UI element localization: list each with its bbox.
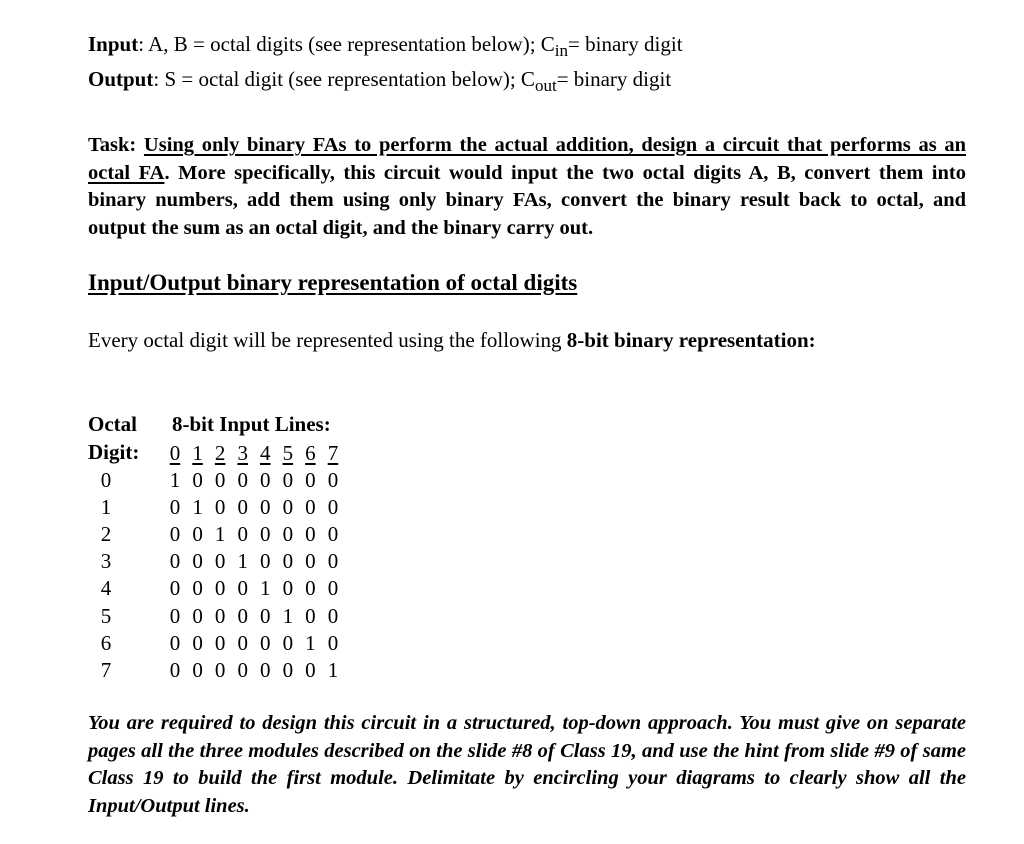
digit-column-header: Digit:	[88, 440, 140, 464]
bit-cell: 0	[282, 495, 294, 520]
bit-cell: 0	[327, 630, 339, 655]
line-index: 7	[327, 441, 339, 465]
bit-cell: 1	[169, 468, 181, 492]
bit-cell: 0	[305, 468, 316, 492]
bit-cell: 0	[282, 549, 294, 574]
octal-digit-cell: 3	[100, 549, 112, 574]
octal-digit-cell: 0	[100, 468, 112, 492]
bit-cell: 0	[260, 468, 271, 492]
bit-cell: 0	[237, 657, 248, 682]
bit-cell: 0	[260, 522, 271, 547]
intro-bold-text: 8-bit binary representation:	[566, 328, 816, 352]
bit-cell: 0	[260, 549, 271, 574]
line-index: 3	[237, 441, 248, 465]
bit-cell: 0	[192, 468, 203, 492]
input-lines-column-header: 8-bit Input Lines:	[172, 412, 331, 436]
bit-cell: 0	[192, 657, 203, 682]
output-cout-text: = binary digit	[556, 67, 672, 91]
bit-cell: 0	[237, 576, 248, 601]
bit-cell: 0	[260, 603, 271, 628]
line-index: 2	[214, 441, 226, 465]
bit-cell: 0	[260, 630, 271, 655]
bit-cell: 0	[192, 522, 203, 547]
input-spec-line	[88, 32, 683, 60]
bit-cell: 0	[214, 603, 226, 628]
bit-cell: 0	[169, 576, 181, 601]
input-spec-text: : A, B = octal digits (see representation below); C	[138, 32, 555, 56]
intro-plain-text: Every octal digit will be represented using the following	[88, 328, 567, 352]
bit-cell: 0	[305, 657, 316, 682]
bit-cell: 1	[237, 549, 248, 574]
bit-cell: 0	[169, 549, 181, 574]
octal-digit-cell: 1	[100, 495, 112, 520]
bit-cell: 0	[214, 657, 226, 682]
bit-cell: 1	[327, 657, 339, 682]
bit-cell: 1	[282, 603, 294, 628]
cout-subscript: out	[534, 76, 557, 95]
line-index: 5	[282, 441, 294, 465]
bit-cell: 0	[214, 468, 226, 492]
bit-cell: 0	[169, 522, 181, 547]
bit-cell: 0	[327, 495, 339, 520]
bit-cell: 0	[169, 603, 181, 628]
output-label: Output	[88, 67, 154, 91]
octal-digit-cell: 2	[100, 522, 112, 547]
bit-cell: 0	[192, 630, 203, 655]
table-row	[168, 657, 340, 684]
bit-cell: 0	[305, 522, 316, 547]
line-index: 6	[305, 441, 316, 465]
representation-intro	[88, 328, 816, 353]
bit-cell: 0	[214, 549, 226, 574]
octal-digit-cell: 5	[100, 603, 112, 628]
bit-cell: 0	[237, 468, 248, 492]
line-index-header	[168, 440, 340, 467]
bit-cell: 0	[214, 576, 226, 601]
task-body-text: . More specifically, this circuit would input the two octal digits A, B, convert them into binary numbers, add them using only binary FAs, convert the binary result back to octal, and output the sum as an octal digit, and the binary carry out.	[88, 161, 966, 239]
octal-digit-cell: 6	[100, 630, 112, 655]
task-paragraph	[88, 132, 966, 242]
output-spec-text: : S = octal digit (see representation below); C	[153, 67, 535, 91]
bit-cell: 0	[192, 603, 203, 628]
bit-cell: 0	[192, 576, 203, 601]
line-index: 0	[169, 441, 181, 465]
task-underlined-text: Using only binary FAs to perform the actual addition, design a circuit that performs as an octal FA	[88, 134, 967, 184]
bit-cell: 0	[260, 657, 271, 682]
bit-cell: 0	[214, 495, 226, 520]
bit-cell: 0	[237, 495, 248, 520]
bit-cell: 0	[282, 657, 294, 682]
octal-digit-cell: 4	[100, 576, 112, 601]
bit-cell: 0	[237, 630, 248, 655]
bit-cell: 1	[192, 495, 203, 520]
bit-cell: 0	[282, 576, 294, 601]
bit-cell: 0	[169, 495, 181, 520]
bit-cell: 0	[282, 630, 294, 655]
bit-cell: 0	[305, 495, 316, 520]
bit-cell: 0	[305, 549, 316, 574]
bit-cell: 0	[192, 549, 203, 574]
bit-cell: 0	[260, 495, 271, 520]
bit-cell: 0	[214, 630, 226, 655]
octal-column-header: Octal	[88, 412, 137, 436]
bit-cell: 0	[327, 468, 339, 492]
cin-subscript: in	[554, 41, 569, 60]
bit-cell: 0	[305, 576, 316, 601]
table-row	[168, 575, 340, 602]
line-index: 1	[192, 441, 203, 465]
table-row	[168, 521, 340, 548]
bit-cell: 0	[327, 549, 339, 574]
instructions-paragraph: You are required to design this circuit in a structured, top-down approach. You must give on separate pages all the three modules described on the slide #8 of Class 19, and use the hint from slide #9 of same Class 19 to build the first module. Delimitate by encircling your diagrams to clearly show all the Input/Output lines.	[88, 712, 966, 817]
bit-cell: 0	[282, 522, 294, 547]
bit-cell: 0	[237, 603, 248, 628]
bit-cell: 0	[282, 468, 294, 492]
input-label: Input	[88, 32, 139, 56]
table-row	[168, 630, 340, 657]
line-index: 4	[260, 441, 271, 465]
bit-cell: 1	[214, 522, 226, 547]
bit-cell: 1	[260, 576, 271, 601]
octal-digit-cell: 7	[100, 657, 112, 682]
bit-cell: 0	[327, 603, 339, 628]
bit-cell: 0	[327, 576, 339, 601]
output-spec-line	[88, 67, 672, 95]
task-label: Task:	[88, 134, 137, 156]
bit-cell: 0	[305, 603, 316, 628]
table-row	[168, 467, 340, 494]
bit-cell: 0	[169, 630, 181, 655]
bit-cell: 1	[305, 630, 316, 655]
table-row	[168, 494, 340, 521]
section-heading: Input/Output binary representation of octal digits	[88, 270, 578, 295]
bit-cell: 0	[327, 522, 339, 547]
input-cin-text: = binary digit	[568, 32, 683, 56]
bit-cell: 0	[169, 657, 181, 682]
bit-cell: 0	[237, 522, 248, 547]
table-row	[168, 548, 340, 575]
table-row	[168, 603, 340, 630]
